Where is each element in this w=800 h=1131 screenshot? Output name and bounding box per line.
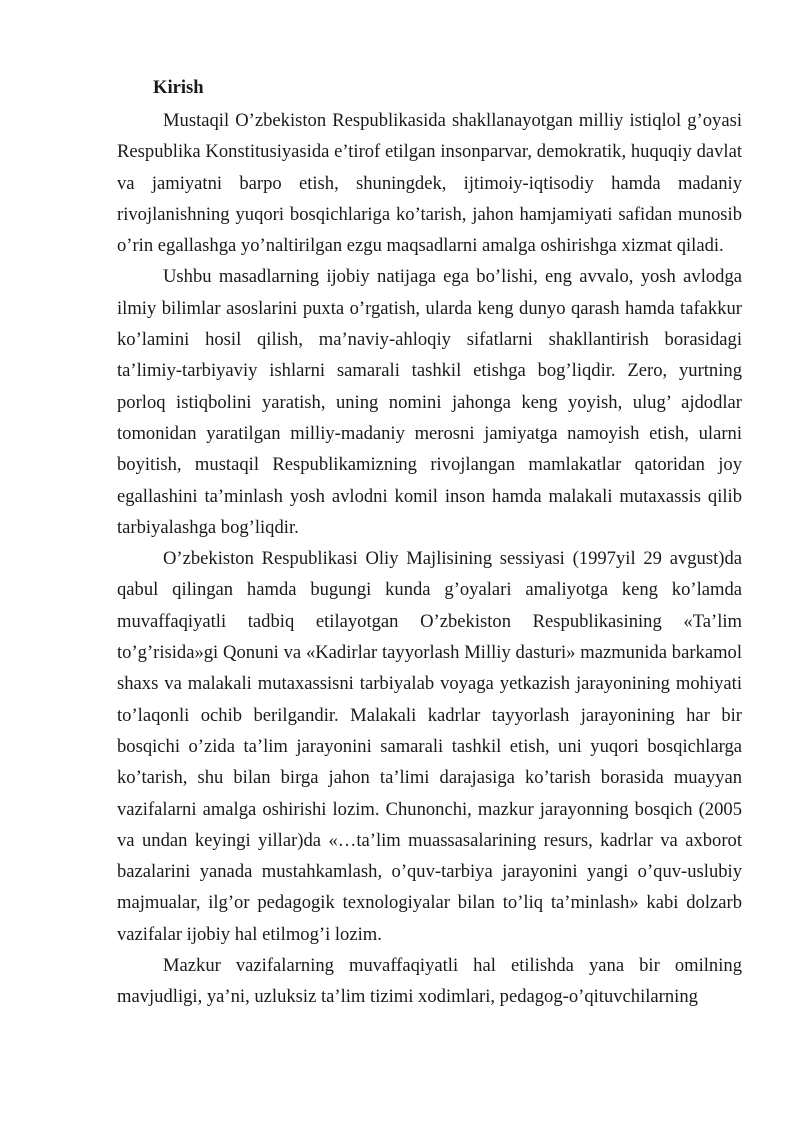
paragraph-4: Mazkur vazifalarning muvaffaqiyatli hal etilishda yana bir omilning mavjudligi, ya’ni, uzluksiz ta’lim tizimi xodimlari, pedagog-o’qituvchilarning	[117, 955, 742, 1008]
paragraph-2: Ushbu masadlarning ijobiy natijaga ega bo’lishi, eng avvalo, yosh avlodga ilmiy bilimlar asoslarini puxta o’rgatish, ularda keng dunyo qarash hamda tafakkur ko’lamini hosil qilish, ma’naviy-ahloqiy sifatlarni shakllantirish borasidagi ta’limiy-tarbiyaviy ishlarni samarali tashkil etishga bog’liqdir. Zero, yurtning porloq istiqbolini yaratish, uning nomini jahonga keng yoyish, ulug’ ajdodlar tomonidan yaratilgan milliy-madaniy merosni jamiyatga namoyish etish, ularni boyitish, mustaqil Respublikamizning rivojlangan mamlakatlar qatoridan joy egallashini ta’minlash yosh avlodni komil inson hamda malakali mutaxassis qilib tarbiyalashga bog’liqdir.	[117, 266, 742, 538]
paragraph-1: Mustaqil O’zbekiston Respublikasida shakllanayotgan milliy istiqlol g’oyasi Respublika Konstitusiyasida e’tirof etilgan insonparvar, demokratik, huquqiy davlat va jamiyatni barpo etish, shuningdek, ijtimoiy-iqtisodiy hamda madaniy rivojlanishning yuqori bosqichlariga ko’tarish, jahon hamjamiyati safidan munosib o’rin egallashga yo’naltirilgan ezgu maqsadlarni amalga oshirishga xizmat qiladi.	[117, 110, 742, 257]
paragraph-3: O’zbekiston Respublikasi Oliy Majlisining sessiyasi (1997yil 29 avgust)da qabul qilingan hamda bugungi kunda g’oyalari amaliyotga keng ko’lamda muvaffaqiyatli tadbiq etilayotgan O’zbekiston Respublikasining «Ta’lim to’g’risida»gi Qonuni va «Kadirlar tayyorlash Milliy dasturi» mazmunida barkamol shaxs va malakali mutaxassisni tarbiyalab voyaga yetkazish jarayonining mohiyati to’laqonli ochib berilgandir. Malakali kadrlar tayyorlash jarayonining har bir bosqichi o’zida ta’lim jarayonini samarali tashkil etish, uni yuqori bosqichlarga ko’tarish, shu bilan birga jahon ta’limi darajasiga ko’tarish borasida muayyan vazifalarni amalga oshirishi lozim. Chunonchi, mazkur jarayonning bosqich (2005 va undan keyingi yillar)da «…ta’lim muassasalarining resurs, kadrlar va axborot bazalarini yanada mustahkamlash, o’quv-tarbiya jarayonini yangi o’quv-uslubiy majmualar, ilg’or pedagogik texnologiyalar bilan to’liq ta’minlash» kabi dolzarb vazifalar ijobiy hal etilmog’i lozim.	[117, 548, 742, 945]
document-body	[117, 74, 742, 1013]
section-heading: Kirish	[153, 77, 204, 98]
